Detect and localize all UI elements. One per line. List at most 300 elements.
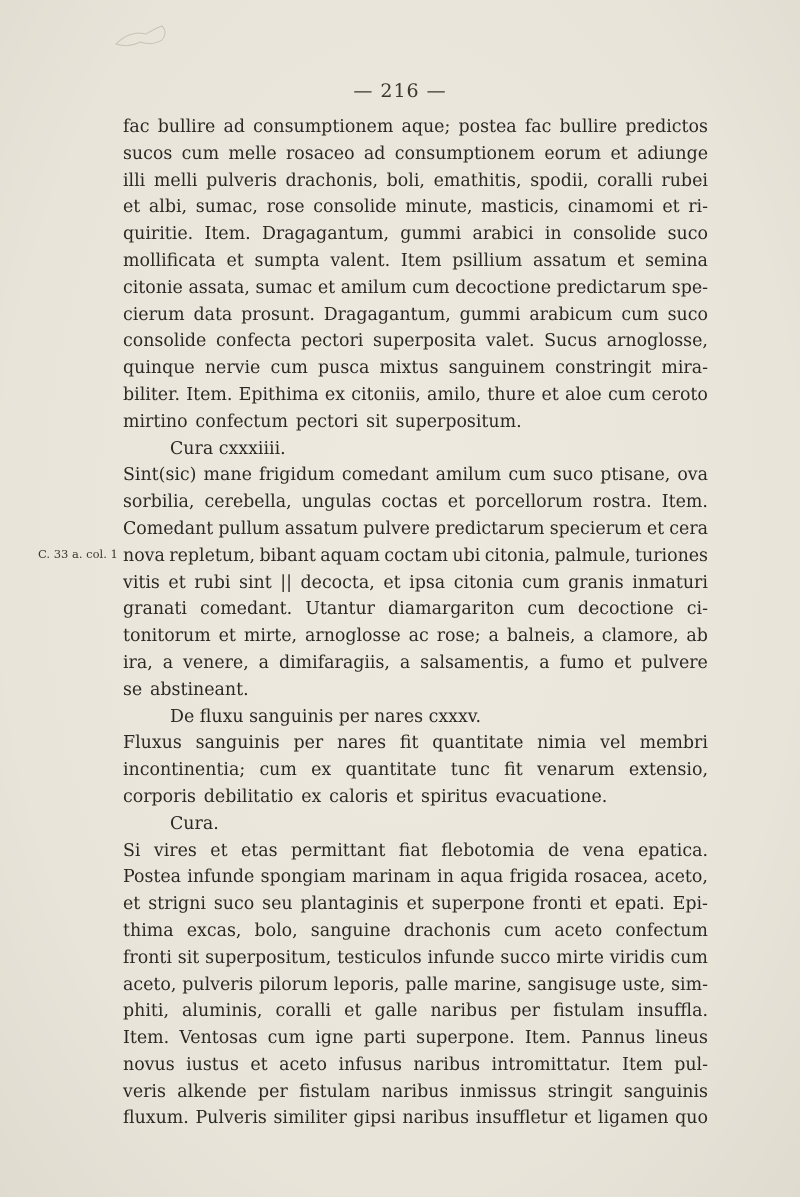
text-line bbox=[123, 328, 708, 355]
word: frigidum bbox=[258, 465, 335, 486]
word: valent. bbox=[330, 250, 391, 271]
word: in bbox=[544, 224, 562, 245]
word: stringit bbox=[547, 1081, 613, 1102]
word: quantitate bbox=[432, 733, 524, 754]
word: ceroto bbox=[651, 384, 708, 405]
word: Sint(sic) bbox=[123, 465, 197, 486]
word: alkende bbox=[177, 1081, 247, 1102]
word: postea bbox=[458, 117, 517, 137]
text-line bbox=[123, 945, 708, 972]
text-line bbox=[123, 972, 708, 999]
word: vitis bbox=[123, 572, 160, 593]
word: citoniis, bbox=[351, 384, 421, 405]
word: Item. bbox=[661, 492, 708, 513]
word: rostra. bbox=[592, 492, 652, 513]
word: sanguinis bbox=[623, 1081, 708, 1102]
word: ri- bbox=[688, 197, 708, 218]
word: et bbox=[662, 197, 680, 218]
word: palle bbox=[405, 974, 449, 995]
word: fit bbox=[504, 760, 523, 781]
text-line bbox=[123, 516, 708, 543]
word: suco bbox=[667, 304, 708, 325]
word: ligamen bbox=[597, 1108, 669, 1129]
word: ira, bbox=[123, 652, 153, 673]
word: porcellorum bbox=[475, 492, 583, 513]
word: vena bbox=[582, 840, 625, 861]
word: citonie bbox=[123, 277, 183, 298]
word: inmissus bbox=[459, 1081, 537, 1102]
word: insuffletur bbox=[475, 1108, 568, 1129]
word: granati bbox=[123, 599, 187, 620]
word: parti bbox=[363, 1028, 406, 1049]
word: ab bbox=[686, 626, 708, 647]
word: bullire bbox=[157, 117, 216, 137]
word: comedant. bbox=[199, 599, 293, 620]
word: constringit bbox=[555, 358, 652, 379]
word: Item. bbox=[204, 224, 251, 245]
word: superposita bbox=[372, 331, 477, 352]
word: et bbox=[617, 250, 635, 271]
word: per bbox=[293, 733, 324, 754]
word: turiones bbox=[635, 545, 708, 566]
word: nimia bbox=[537, 733, 587, 754]
word: melle bbox=[228, 143, 277, 164]
word: iustus bbox=[186, 1054, 239, 1075]
word: pectori bbox=[300, 331, 364, 352]
word: intromittatur. bbox=[491, 1054, 611, 1075]
word: fistulam bbox=[553, 1001, 625, 1022]
word: et bbox=[589, 894, 607, 915]
word: confectum bbox=[195, 411, 288, 432]
word: in bbox=[437, 867, 454, 888]
word: coralli bbox=[597, 170, 653, 191]
text-line bbox=[123, 570, 708, 597]
word: salsamentis, bbox=[420, 652, 530, 673]
ink-stain-mark bbox=[112, 22, 172, 50]
word: et bbox=[610, 143, 628, 164]
word: a bbox=[258, 652, 270, 673]
word: thure bbox=[487, 384, 536, 405]
text-line bbox=[123, 141, 708, 168]
word: arabici bbox=[472, 224, 534, 245]
word: et bbox=[168, 572, 186, 593]
word: et bbox=[250, 1054, 268, 1075]
word: arnoglosse bbox=[305, 626, 401, 647]
word: a bbox=[162, 652, 174, 673]
section-heading-cura-cxxxiiii: Cura cxxxiiii. bbox=[170, 438, 286, 459]
word: fluxum. bbox=[123, 1108, 189, 1129]
word: amilo, bbox=[427, 384, 482, 405]
word: tunc bbox=[450, 760, 490, 781]
word: cerebella, bbox=[204, 492, 292, 513]
word: naribus bbox=[430, 1001, 498, 1022]
word: superpositum. bbox=[395, 411, 522, 432]
word: et bbox=[447, 492, 466, 513]
word: permittant bbox=[291, 840, 386, 861]
paragraph-section-3 bbox=[123, 730, 708, 810]
word: semina bbox=[645, 250, 708, 271]
word: predictarum bbox=[434, 518, 545, 539]
text-line bbox=[123, 650, 708, 677]
text-line bbox=[123, 409, 708, 436]
word: rose bbox=[266, 197, 305, 218]
word: infunde bbox=[187, 867, 255, 888]
word: ad bbox=[223, 117, 245, 137]
word: sint bbox=[239, 572, 272, 593]
text-line bbox=[123, 168, 708, 195]
word: plantaginis bbox=[300, 894, 399, 915]
text-line bbox=[123, 784, 708, 811]
word: naribus bbox=[402, 1108, 470, 1129]
text-line bbox=[123, 248, 708, 275]
text-line bbox=[123, 730, 708, 757]
text-line bbox=[123, 194, 708, 221]
word: ova bbox=[677, 465, 708, 486]
word: quantitate bbox=[345, 760, 437, 781]
word: aque; bbox=[401, 117, 451, 137]
word: minute, bbox=[405, 197, 473, 218]
word: Postea bbox=[123, 867, 182, 888]
main-text-block bbox=[123, 114, 708, 1132]
word: caloris bbox=[329, 786, 389, 807]
word: cum bbox=[412, 277, 450, 298]
word: Ventosas bbox=[179, 1028, 258, 1049]
word: veris bbox=[123, 1081, 166, 1102]
word: Dragagantum, bbox=[323, 304, 451, 325]
word: similiter bbox=[273, 1108, 347, 1129]
word: cum bbox=[181, 143, 220, 164]
word: consolide bbox=[313, 197, 397, 218]
word: citonia, bbox=[484, 545, 551, 566]
word: cum bbox=[259, 760, 297, 781]
word: superpone. bbox=[416, 1028, 515, 1049]
word: ex bbox=[324, 384, 346, 405]
word: naribus bbox=[413, 1054, 481, 1075]
text-line bbox=[123, 623, 708, 650]
text-line bbox=[123, 543, 708, 570]
word: et bbox=[573, 1108, 592, 1129]
page-number: — 216 — bbox=[353, 80, 447, 102]
word: a bbox=[539, 652, 550, 673]
word: marinam bbox=[352, 867, 431, 888]
word: cum bbox=[503, 920, 542, 941]
word: drachonis bbox=[403, 920, 491, 941]
word: aluminis, bbox=[182, 1001, 263, 1022]
word: a bbox=[583, 626, 594, 647]
word: Pannus bbox=[581, 1028, 646, 1049]
word: predictos bbox=[625, 117, 708, 137]
word: Epithima bbox=[238, 384, 319, 405]
word: coctas bbox=[381, 492, 438, 513]
word: frigida bbox=[509, 867, 569, 888]
word: abstineant. bbox=[150, 679, 249, 700]
word: ac bbox=[408, 626, 429, 647]
word: melli bbox=[153, 170, 198, 191]
word: quinque bbox=[123, 358, 195, 379]
word: cum bbox=[508, 465, 546, 486]
word: aceto bbox=[279, 1054, 327, 1075]
word: marine, bbox=[454, 974, 522, 995]
word: sumac, bbox=[195, 197, 258, 218]
word: et bbox=[210, 840, 228, 861]
word: pulveris bbox=[206, 170, 277, 191]
word: pulveris bbox=[182, 974, 254, 995]
word: arnoglosse, bbox=[606, 331, 708, 352]
word: spiritus bbox=[421, 786, 488, 807]
word: epatica. bbox=[638, 840, 708, 861]
word: pul- bbox=[674, 1054, 708, 1075]
word: aceto, bbox=[654, 867, 708, 888]
word: psillium bbox=[452, 250, 523, 271]
word: novus bbox=[123, 1054, 175, 1075]
word: mixtus bbox=[379, 358, 439, 379]
text-line bbox=[123, 757, 708, 784]
word: a bbox=[399, 652, 411, 673]
word: cum bbox=[267, 1028, 306, 1049]
word: extensio, bbox=[628, 760, 708, 781]
word: repletum, bbox=[169, 545, 256, 566]
word: drachonis, bbox=[285, 170, 378, 191]
word: membri bbox=[639, 733, 708, 754]
word: rose; bbox=[436, 626, 481, 647]
word: sit bbox=[366, 411, 388, 432]
word: mirtino bbox=[123, 411, 188, 432]
word: et bbox=[614, 652, 632, 673]
word: ex bbox=[311, 760, 332, 781]
word: Item bbox=[400, 250, 442, 271]
word: ci- bbox=[686, 599, 708, 620]
word: ptisane, bbox=[600, 465, 671, 486]
word: et bbox=[317, 277, 336, 298]
word: viridis bbox=[609, 947, 665, 968]
word: uste, bbox=[622, 974, 666, 995]
text-line bbox=[123, 489, 708, 516]
word: succo bbox=[500, 947, 551, 968]
word: coctam bbox=[384, 545, 448, 566]
word: ubi bbox=[452, 545, 481, 566]
word: pullum bbox=[218, 518, 280, 539]
word: sorbilia, bbox=[123, 492, 195, 513]
word: sim- bbox=[671, 974, 708, 995]
word: per bbox=[510, 1001, 540, 1022]
word: decoctione bbox=[455, 277, 551, 298]
text-line bbox=[123, 998, 708, 1025]
word: citonia bbox=[453, 572, 514, 593]
word: rosaceo bbox=[285, 143, 355, 164]
word: vel bbox=[600, 733, 626, 754]
word: granis bbox=[568, 572, 624, 593]
word: et bbox=[226, 250, 244, 271]
word: gummi bbox=[459, 304, 521, 325]
word: sangisuge bbox=[527, 974, 617, 995]
word: fit bbox=[399, 733, 419, 754]
word: evacuatione. bbox=[495, 786, 608, 807]
text-line bbox=[123, 891, 708, 918]
word: de bbox=[548, 840, 570, 861]
word: fac bbox=[524, 117, 552, 137]
word: dimifaragiis, bbox=[278, 652, 390, 673]
word: et bbox=[218, 626, 236, 647]
text-line bbox=[123, 275, 708, 302]
word: mollificata bbox=[123, 250, 216, 271]
word: vires bbox=[153, 840, 197, 861]
word: Si bbox=[123, 840, 141, 861]
word: Dragagantum, bbox=[261, 224, 389, 245]
word: aceto, bbox=[123, 974, 177, 995]
word: pusca bbox=[318, 358, 370, 379]
word: quiritie. bbox=[123, 224, 194, 245]
word: eorum bbox=[544, 143, 602, 164]
text-line bbox=[123, 302, 708, 329]
word: palmule, bbox=[554, 545, 631, 566]
word: aquam bbox=[320, 545, 380, 566]
word: sanguinem bbox=[448, 358, 546, 379]
word: decocta, bbox=[300, 572, 375, 593]
word: suco bbox=[552, 465, 594, 486]
word: cum bbox=[621, 304, 659, 325]
word: corporis bbox=[123, 786, 196, 807]
paragraph-section-2 bbox=[123, 462, 708, 703]
word: galle bbox=[374, 1001, 418, 1022]
word: consolide bbox=[123, 331, 207, 352]
word: adiunge bbox=[637, 143, 708, 164]
word: seu bbox=[262, 894, 293, 915]
word: suco bbox=[213, 894, 255, 915]
word: venere, bbox=[183, 652, 249, 673]
word: rosacea, bbox=[574, 867, 649, 888]
word: per bbox=[258, 1081, 288, 1102]
word: et bbox=[123, 197, 141, 218]
word: predictarum bbox=[556, 277, 667, 298]
word: mane bbox=[203, 465, 252, 486]
word: insuffla. bbox=[637, 1001, 708, 1022]
word: sumpta bbox=[254, 250, 320, 271]
word: decoctione bbox=[577, 599, 674, 620]
word: albi, bbox=[148, 197, 188, 218]
word: assatum bbox=[284, 518, 359, 539]
word: ad bbox=[363, 143, 386, 164]
word: sanguinis bbox=[195, 733, 280, 754]
word: flebotomia bbox=[441, 840, 535, 861]
word: bolo, bbox=[254, 920, 298, 941]
word: fumo bbox=[559, 652, 605, 673]
word: mira- bbox=[661, 358, 708, 379]
word: nares bbox=[336, 733, 387, 754]
word: arabicum bbox=[529, 304, 613, 325]
word: biliter. bbox=[123, 384, 181, 405]
word: gipsi bbox=[353, 1108, 396, 1129]
word: diamargariton bbox=[388, 599, 515, 620]
word: cum bbox=[270, 358, 308, 379]
word: spodii, bbox=[530, 170, 589, 191]
text-line bbox=[123, 114, 708, 141]
margin-folio-reference: C. 33 a. col. 1 bbox=[38, 547, 118, 561]
text-line bbox=[123, 221, 708, 248]
word: amilum bbox=[435, 465, 502, 486]
word: quo bbox=[675, 1108, 708, 1129]
word: suco bbox=[667, 224, 708, 245]
word: consumptionem bbox=[253, 117, 394, 137]
word: specierum bbox=[549, 518, 642, 539]
word: Sucus bbox=[544, 331, 598, 352]
word: superpone bbox=[431, 894, 525, 915]
word: pulvere bbox=[363, 518, 430, 539]
word: pulvere bbox=[641, 652, 708, 673]
word: Fluxus bbox=[123, 733, 182, 754]
word: et bbox=[395, 786, 414, 807]
word: venarum bbox=[536, 760, 615, 781]
word: fronti bbox=[532, 894, 582, 915]
word: || bbox=[280, 572, 292, 593]
word: igne bbox=[315, 1028, 354, 1049]
word: testiculos bbox=[337, 947, 422, 968]
word: Epi- bbox=[672, 894, 708, 915]
word: strigni bbox=[148, 894, 206, 915]
word: infunde bbox=[427, 947, 495, 968]
word: rubi bbox=[194, 572, 231, 593]
word: gummi bbox=[400, 224, 462, 245]
word: et bbox=[646, 518, 665, 539]
word: fiat bbox=[398, 840, 428, 861]
word: et bbox=[406, 894, 424, 915]
word: aceto bbox=[554, 920, 603, 941]
word: nervie bbox=[204, 358, 261, 379]
word: aloe bbox=[565, 384, 602, 405]
word: clamore, bbox=[601, 626, 679, 647]
word: spe- bbox=[671, 277, 708, 298]
word: etas bbox=[241, 840, 278, 861]
word: mirte, bbox=[243, 626, 298, 647]
text-line bbox=[123, 864, 708, 891]
word: incontinentia; bbox=[123, 760, 246, 781]
word: confectum bbox=[615, 920, 708, 941]
word: epati. bbox=[614, 894, 665, 915]
word: cinamomi bbox=[567, 197, 654, 218]
word: et bbox=[123, 894, 141, 915]
word: debilitatio bbox=[203, 786, 294, 807]
word: ex bbox=[301, 786, 322, 807]
word: cierum bbox=[123, 304, 185, 325]
word: lineus bbox=[655, 1028, 708, 1049]
word: data bbox=[193, 304, 233, 325]
word: Item. bbox=[524, 1028, 572, 1049]
word: mirte bbox=[556, 947, 604, 968]
word: emathitis, bbox=[433, 170, 522, 191]
word: bibant bbox=[259, 545, 316, 566]
word: aqua bbox=[460, 867, 504, 888]
word: comedant bbox=[341, 465, 429, 486]
word: se bbox=[123, 679, 143, 700]
word: nova bbox=[123, 545, 165, 566]
word: superpositum, bbox=[205, 947, 332, 968]
word: ungulas bbox=[301, 492, 372, 513]
word: cum bbox=[527, 599, 565, 620]
word: Utantur bbox=[305, 599, 375, 620]
word: consumptionem bbox=[394, 143, 535, 164]
word: assatum bbox=[533, 250, 607, 271]
word: sanguine bbox=[310, 920, 391, 941]
word: confecta bbox=[215, 331, 292, 352]
section-heading-cura: Cura. bbox=[170, 813, 219, 834]
word: sucos bbox=[123, 143, 173, 164]
word: fac bbox=[123, 117, 150, 137]
text-line bbox=[123, 838, 708, 865]
text-line bbox=[123, 462, 708, 489]
word: masticis, bbox=[481, 197, 560, 218]
paragraph-section-1 bbox=[123, 114, 708, 436]
word: balneis, bbox=[506, 626, 576, 647]
word: fistulam bbox=[299, 1081, 371, 1102]
